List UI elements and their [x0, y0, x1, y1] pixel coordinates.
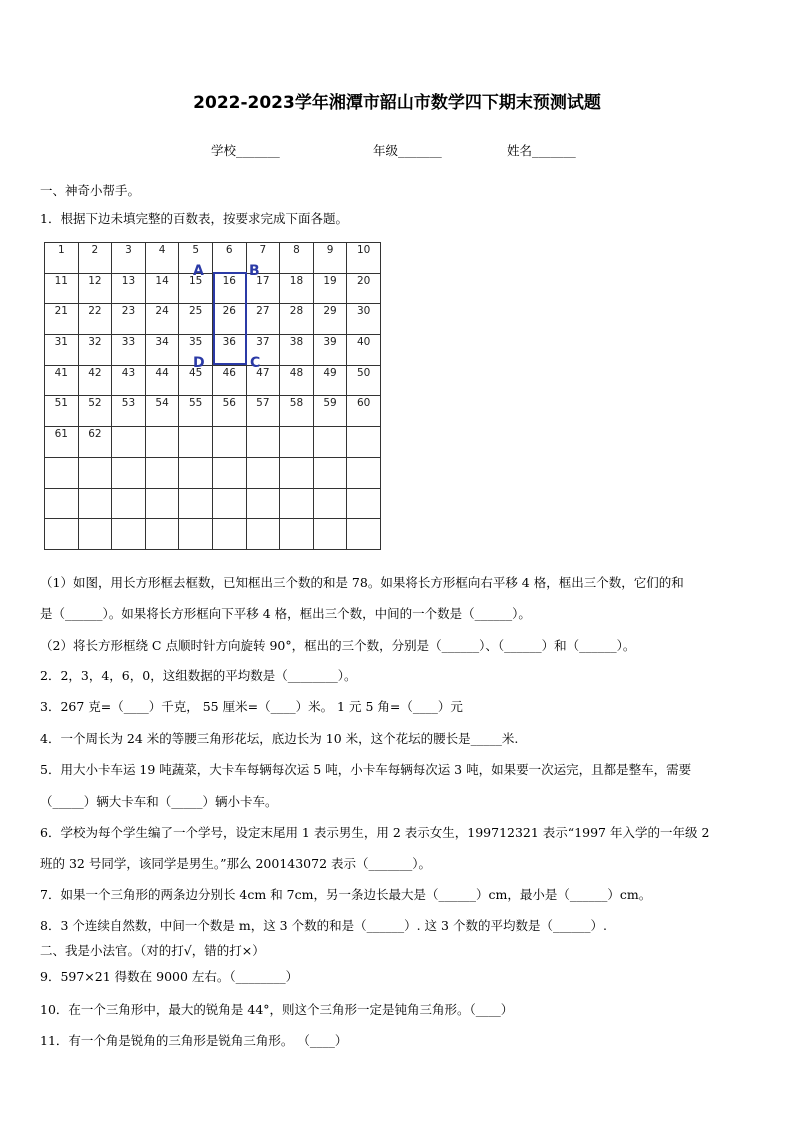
grid-cell: 41 [45, 365, 79, 396]
grid-cell [78, 519, 112, 550]
judge-item: 9．597×21 得数在 9000 左右。（________） [40, 969, 299, 984]
grid-cell: 28 [280, 304, 314, 335]
grid-cell [246, 519, 280, 550]
question-line: 5．用大小卡车运 19 吨蔬菜，大卡车每辆每次运 5 吨，小卡车每辆每次运 3 吨，如果要一次运完，且都是整车，需要 [40, 762, 692, 777]
grid-cell [280, 519, 314, 550]
grid-cell: 8 [280, 243, 314, 274]
question-line: 3．267 克=（____）千克， 55 厘米=（____）米。 1 元 5 角=（____）元 [40, 699, 463, 714]
grid-cell: 31 [45, 335, 79, 366]
grid-cell: 51 [45, 396, 79, 427]
grid-cell: 15 [179, 273, 213, 304]
grid-cell [212, 427, 246, 458]
grid-cell: 25 [179, 304, 213, 335]
grid-cell: 34 [145, 335, 179, 366]
grid-row [45, 457, 381, 488]
grid-cell: 1 [45, 243, 79, 274]
grid-cell: 29 [313, 304, 347, 335]
corner-label-c: C [250, 355, 261, 371]
grid-cell [112, 457, 146, 488]
grid-cell [313, 457, 347, 488]
grid-cell [347, 457, 381, 488]
question-line: 班的 32 号同学，该同学是男生。”那么 200143072 表示（_______）。 [40, 856, 432, 871]
grid-cell [179, 488, 213, 519]
grid-cell: 24 [145, 304, 179, 335]
grid-cell: 20 [347, 273, 381, 304]
grid-cell: 61 [45, 427, 79, 458]
section-2-heading: 二、我是小法官。（对的打√，错的打×） [40, 943, 265, 958]
judge-item: 11．有一个角是锐角的三角形是锐角三角形。 （____） [40, 1033, 348, 1048]
grid-cell [45, 457, 79, 488]
grid-cell: 10 [347, 243, 381, 274]
grid-cell [179, 427, 213, 458]
grid-cell: 44 [145, 365, 179, 396]
grid-cell: 12 [78, 273, 112, 304]
corner-label-d: D [193, 355, 205, 371]
grid-cell: 30 [347, 304, 381, 335]
question-1: 1．根据下边未填完整的百数表，按要求完成下面各题。 [40, 211, 348, 226]
grid-cell: 48 [280, 365, 314, 396]
section-1-heading: 一、神奇小帮手。 [40, 183, 141, 198]
grid-cell [212, 519, 246, 550]
grid-cell: 32 [78, 335, 112, 366]
grid-cell [347, 427, 381, 458]
grid-cell: 43 [112, 365, 146, 396]
page-title: 2022-2023学年湘潭市韶山市数学四下期末预测试题 [193, 93, 601, 113]
grid-cell: 36 [212, 335, 246, 366]
grid-cell [246, 427, 280, 458]
grid-cell [45, 519, 79, 550]
grid-cell: 39 [313, 335, 347, 366]
grid-cell [78, 457, 112, 488]
grid-cell: 13 [112, 273, 146, 304]
grid-cell: 6 [212, 243, 246, 274]
grid-cell [145, 488, 179, 519]
grid-cell [212, 457, 246, 488]
grid-row [45, 365, 381, 396]
corner-label-a: A [193, 263, 204, 279]
grid-cell: 62 [78, 427, 112, 458]
grid-cell: 46 [212, 365, 246, 396]
grid-cell [280, 457, 314, 488]
grid-row [45, 488, 381, 519]
grid-cell [45, 488, 79, 519]
grid-cell: 54 [145, 396, 179, 427]
question-line: （_____）辆大卡车和（_____）辆小卡车。 [40, 794, 278, 809]
grid-cell: 16 [212, 273, 246, 304]
grid-cell: 2 [78, 243, 112, 274]
selection-rectangle [213, 272, 247, 365]
grid-cell [112, 427, 146, 458]
grid-cell: 40 [347, 335, 381, 366]
grid-cell: 18 [280, 273, 314, 304]
grid-row [45, 243, 381, 274]
judge-item: 10．在一个三角形中，最大的锐角是 44°，则这个三角形一定是钝角三角形。（____） [40, 1002, 514, 1017]
grid-cell: 53 [112, 396, 146, 427]
grid-cell: 42 [78, 365, 112, 396]
grid-cell: 23 [112, 304, 146, 335]
grid-row [45, 519, 381, 550]
grid-cell [78, 488, 112, 519]
grid-cell: 9 [313, 243, 347, 274]
grid-cell [112, 488, 146, 519]
grid-cell: 27 [246, 304, 280, 335]
question-line: 8．3 个连续自然数，中间一个数是 m，这 3 个数的和是（______）. 这 3 个数的平均数是（______）. [40, 918, 607, 933]
grid-cell: 50 [347, 365, 381, 396]
grid-cell [179, 519, 213, 550]
grid-cell [145, 427, 179, 458]
grid-cell: 26 [212, 304, 246, 335]
grid-cell: 59 [313, 396, 347, 427]
grid-cell [246, 488, 280, 519]
grid-cell: 19 [313, 273, 347, 304]
question-line: （2）将长方形框绕 C 点顺时针方向旋转 90°，框出的三个数，分别是（______）、（______）和（______）。 [40, 638, 636, 653]
grid-cell [347, 488, 381, 519]
grade-field: 年级_______ [373, 143, 442, 158]
grid-cell: 56 [212, 396, 246, 427]
grid-cell: 33 [112, 335, 146, 366]
grid-cell [313, 427, 347, 458]
question-line: （1）如图，用长方形框去框数，已知框出三个数的和是 78。如果将长方形框向右平移 4 格，框出三个数，它们的和 [40, 575, 684, 590]
question-line: 7．如果一个三角形的两条边分别长 4cm 和 7cm，另一条边长最大是（______）cm，最小是（______）cm。 [40, 887, 652, 902]
grid-cell: 38 [280, 335, 314, 366]
grid-cell [145, 519, 179, 550]
grid-cell [145, 457, 179, 488]
grid-cell [112, 519, 146, 550]
grid-cell: 60 [347, 396, 381, 427]
grid-cell [246, 457, 280, 488]
grid-cell: 37 [246, 335, 280, 366]
grid-cell [347, 519, 381, 550]
grid-cell: 14 [145, 273, 179, 304]
grid-cell: 57 [246, 396, 280, 427]
grid-cell [280, 488, 314, 519]
grid-cell: 45 [179, 365, 213, 396]
grid-cell: 22 [78, 304, 112, 335]
question-line: 6．学校为每个学生编了一个学号，设定末尾用 1 表示男生，用 2 表示女生，199712321 表示“1997 年入学的一年级 2 [40, 825, 710, 840]
grid-cell: 52 [78, 396, 112, 427]
question-line: 是（______）。如果将长方形框向下平移 4 格，框出三个数，中间的一个数是（______）。 [40, 606, 531, 621]
grid-cell: 5 [179, 243, 213, 274]
grid-cell: 21 [45, 304, 79, 335]
grid-cell: 47 [246, 365, 280, 396]
grid-cell: 4 [145, 243, 179, 274]
grid-cell [313, 519, 347, 550]
grid-cell: 17 [246, 273, 280, 304]
grid-cell [212, 488, 246, 519]
grid-cell: 7 [246, 243, 280, 274]
grid-row [45, 427, 381, 458]
question-line: 2．2，3，4，6，0，这组数据的平均数是（________）。 [40, 668, 357, 683]
grid-row [45, 396, 381, 427]
grid-cell: 35 [179, 335, 213, 366]
corner-label-b: B [249, 263, 260, 279]
grid-cell [179, 457, 213, 488]
grid-cell: 58 [280, 396, 314, 427]
grid-cell: 49 [313, 365, 347, 396]
question-line: 4．一个周长为 24 米的等腰三角形花坛，底边长为 10 米，这个花坛的腰长是_____米. [40, 731, 519, 746]
grid-cell [280, 427, 314, 458]
grid-cell [313, 488, 347, 519]
name-field: 姓名_______ [507, 143, 576, 158]
grid-cell: 55 [179, 396, 213, 427]
grid-cell: 3 [112, 243, 146, 274]
grid-cell: 11 [45, 273, 79, 304]
school-field: 学校_______ [211, 143, 280, 158]
